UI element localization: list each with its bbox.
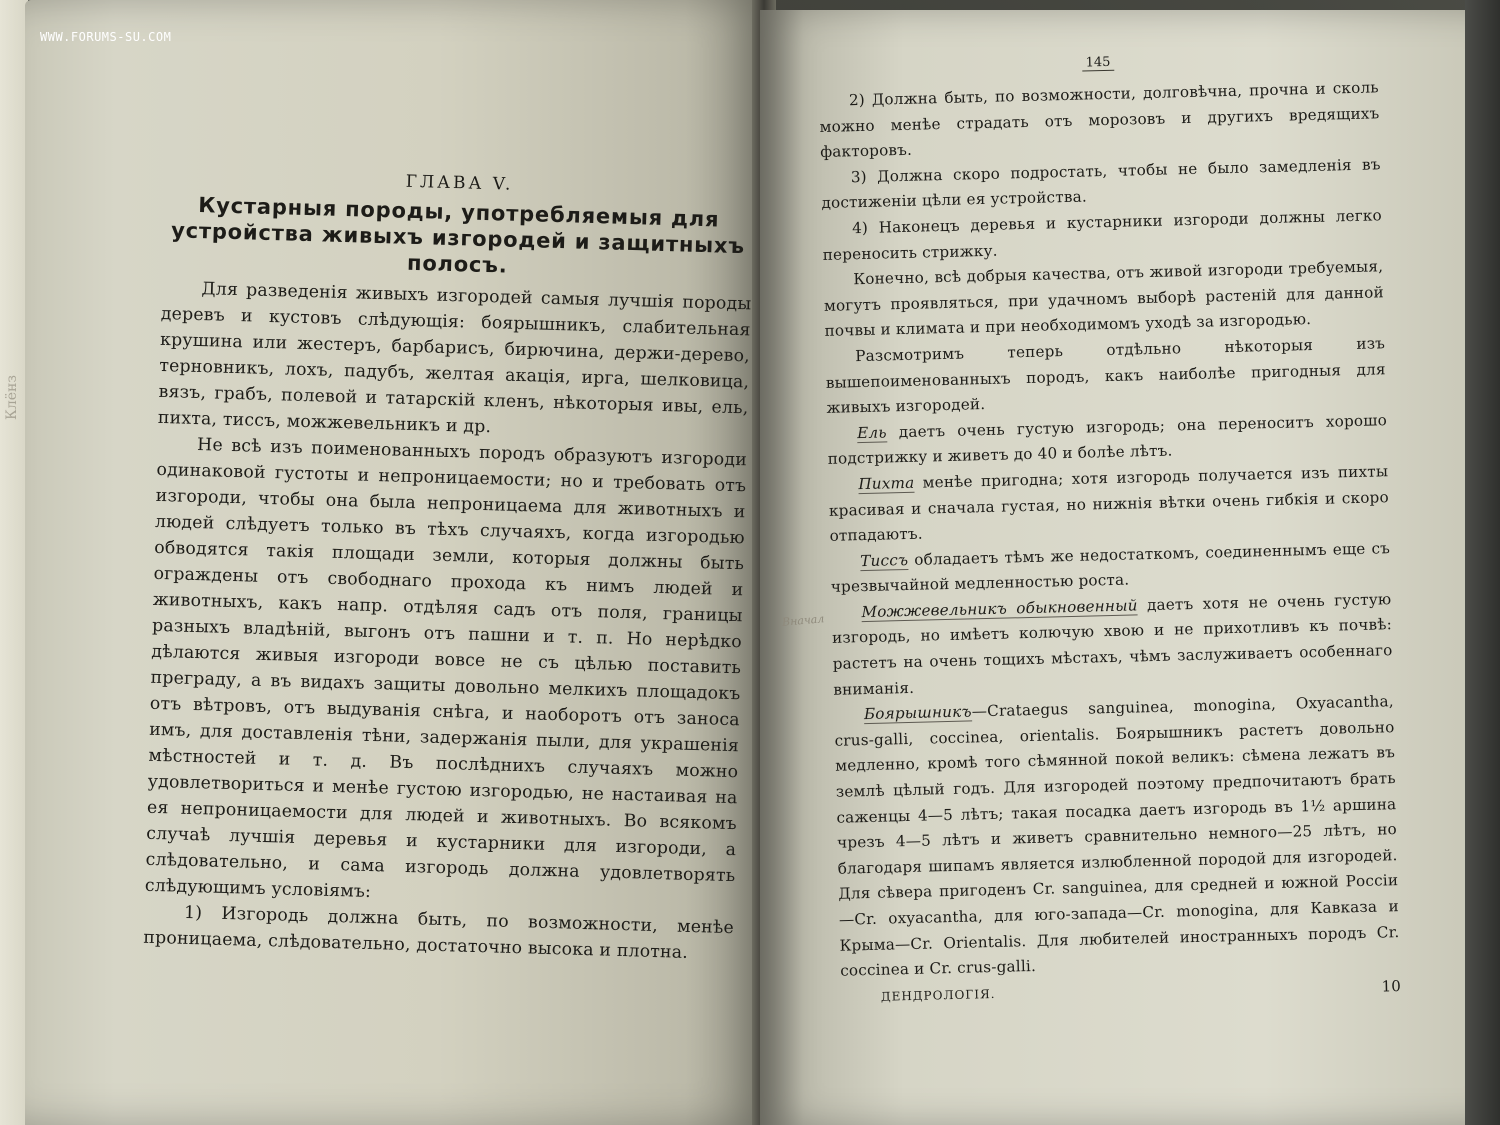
entry-pikhta: Пихта менѣе пригодна; хотя изгородь получается изъ пихты красивая и сначала густая, но нижнія вѣтки очень гибкія и скоро отпадаютъ.: [828, 462, 1390, 545]
paragraph: 4) Наконецъ деревья и кустарники изгороди должны легко переносить стрижку.: [822, 206, 1383, 264]
left-page-content: [143, 165, 755, 967]
term-mozhzhevelnik: Можжевельникъ обыкновенный: [861, 596, 1138, 621]
paragraph: 2) Должна быть, по возможности, долговѣчна, прочна и сколь можно менѣе страдать отъ морозовъ и другихъ вредящихъ факторовъ.: [819, 78, 1380, 162]
paragraph: Разсмотримъ теперь отдѣльно нѣкоторыя изъ вышепоименованныхъ породъ, какъ наиболѣе пригодныя для живыхъ изгородей.: [825, 334, 1386, 418]
chapter-heading: ГЛАВА V.: [405, 171, 514, 195]
signature-number: 10: [1381, 976, 1401, 996]
watermark: WWW.FORUMS-SU.COM: [40, 30, 172, 44]
table-surface: [1465, 0, 1500, 1125]
entry-tiss: Тиссъ обладаетъ тѣмъ же недостаткомъ, соединеннымъ еще съ чрезвычайной медленностью роста.: [830, 538, 1391, 597]
chapter-title: Кустарныя породы, употребляемыя для устройства живыхъ изгородей и защитныхъ полосъ.: [170, 192, 746, 278]
left-page: [25, 0, 775, 1125]
running-footer-title: ДЕНДРОЛОГІЯ.: [880, 986, 996, 1004]
term-tiss: Тиссъ: [859, 550, 909, 570]
page-number: 145: [818, 48, 1378, 77]
entry-el: Ель даетъ очень густую изгородь; она переноситъ хорошо подстрижку и живетъ до 40 и болѣе лѣтъ.: [827, 410, 1388, 469]
paragraph: Не всѣ изъ поименованныхъ породъ образуютъ изгороди одинаковой густоты и непроницаемости; но и требовать отъ изгороди, чтобы она была непроницаема для животныхъ и людей слѣдуетъ только въ тѣхъ случаяхъ, когда изгородью обводятся такія площади земли, которыя должны быть ограждены отъ свободнаго прохода къ нимъ людей и животныхъ, какъ напр. отдѣляя садъ отъ поля, границы разныхъ владѣній, выгонъ отъ пашни и т. п. Но нерѣдко дѣлаются живыя изгороди вовсе не съ цѣлью поставить преграду, а въ видахъ защиты довольно мелкихъ площадокъ отъ вѣтровъ, отъ выдуванія снѣга, и наоборотъ отъ заноса имъ, для доставленія тѣни, задержанія пыли, для украшенія мѣстностей и т. д. Въ послѣднихъ случаяхъ можно удовлетвориться и менѣе густою изгородью, не настаивая на ея непроницаемости для людей и животныхъ. Во всякомъ случаѣ лучшія деревья и кустарники для изгороди, а слѣдовательно, и сама изгородь должна удовлетворять слѣдующимъ условіямъ:: [144, 435, 748, 903]
paragraph: Для разведенія живыхъ изгородей самыя лучшія породы деревъ и кустовъ слѣдующія: боярышникъ, слабительная крушина или жестеръ, барбарисъ, бирючина, держи-дерево, терновникъ, лохъ, падубъ, желтая акація, ирга, шелковица, вязъ, грабъ, полевой и татарскій кленъ, нѣкоторыя ивы, ель, пихта, тиссъ, можжевельникъ и др.: [157, 279, 752, 438]
right-page: [760, 10, 1480, 1125]
right-page-text: [819, 75, 1401, 984]
entry-mozhzhevelnik: Можжевельникъ обыкновенный даетъ хотя не очень густую изгородь, но имѣетъ колючую хвою и не прихотливъ къ почвѣ: растетъ на очень тощихъ мѣстахъ, чѣмъ заслуживаетъ особеннаго вниманія.: [831, 590, 1393, 699]
paragraph: 1) Изгородь должна быть, по возможности, менѣе проницаема, слѣдовательно, достаточно высока и плотна.: [143, 902, 735, 963]
term-boyaryshnik: Боярышникъ: [863, 702, 972, 724]
entry-boyaryshnik: Боярышникъ—Crataegus sanguinea, monogina, Oxyacantha, crus-galli, coccinea, orientalis. Боярышникъ растетъ довольно медленно, кромѣ того сѣмянной покой великъ: сѣмена лежатъ въ землѣ цѣлый годъ. Для изгородей поэтому предпочитаютъ брать саженцы 4—5 лѣтъ; такая посадка даетъ изгородь въ 1½ аршина чрезъ 4—5 лѣтъ и живетъ сравнительно немного—25 лѣтъ, но благодаря шипамъ является излюбленной породой для изгородей. Для сѣвера пригоденъ Cr. sanguinea, для средней и южной Россіи—Cr. oxyacantha, для юго-запада—Cr. monogina, для Кавказа и Крыма—Cr. Orientalis. Для любителей иностранныхъ породъ Cr. coccinea и Cr. crus-galli.: [834, 692, 1400, 980]
term-el: Ель: [856, 423, 887, 442]
right-page-content: [818, 48, 1401, 1008]
left-page-text: [143, 275, 752, 967]
paragraph: 3) Должна скоро подростать, чтобы не было замедленія въ достиженіи цѣли ея устройства.: [821, 155, 1381, 213]
margin-handwriting: Клёнз: [4, 375, 20, 420]
term-pikhta: Пихта: [858, 473, 915, 494]
margin-note: Вначал: [781, 612, 825, 629]
paragraph: Конечно, всѣ добрыя качества, отъ живой изгороди требуемыя, могутъ проявляться, при удачномъ выборѣ растеній для данной почвы и климата и при необходимомъ уходѣ за изгородью.: [823, 257, 1385, 341]
